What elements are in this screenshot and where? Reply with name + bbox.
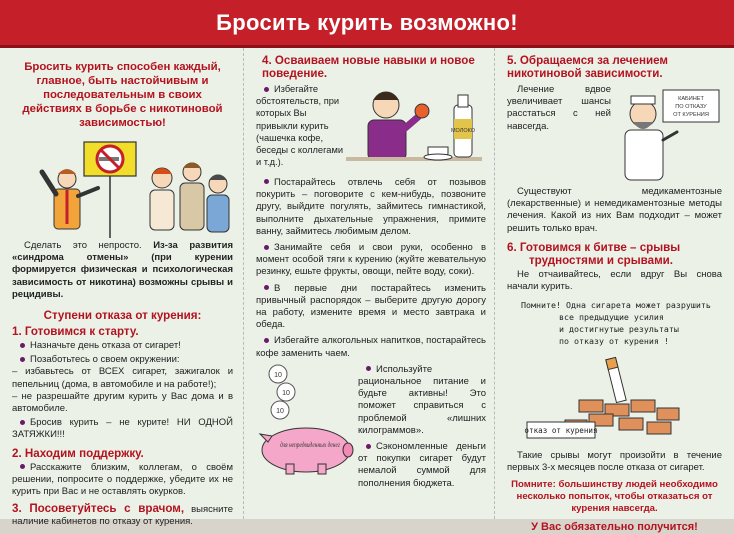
treatment-paragraph: Лечение вдвое увеличивает шансы расстаться с ней навсегда.	[507, 84, 611, 132]
steps-heading: Ступени отказа от курения:	[43, 309, 202, 323]
step1-item: Назначьте день отказа от сигарет!	[12, 340, 233, 352]
step4-hands: Занимайте себя и свои руки, особенно в момент особой тяги к курению (жуйте жевательную резинку, ешьте фрукты, овощи, пейте воду, соки).	[256, 242, 486, 278]
step3-text: выясните наличие кабинетов по отказу от курения.	[12, 504, 233, 528]
doctor-illustration	[611, 84, 721, 184]
step4-distract: Постарайтесь отвлечь себя от позывов покурить – поговорите с кем-нибудь, позвоните другу, выйдите погулять, займитесь гимнастикой, выполните дыхательные упражнения, примите ванну, займитесь любимым делом.	[256, 177, 486, 237]
bullet-icon	[366, 366, 371, 371]
step4-heading: 4. Осваиваем новые навыки и новое поведение.	[262, 54, 475, 80]
step4-savings-text	[358, 364, 486, 490]
remember-note: Помните! Одна сигарета может разрушить все предыдущие усилия и достигнутые результаты по отказу от курения !	[521, 300, 711, 347]
step5-heading: 5. Обращаемся за лечением никотиновой зависимости.	[507, 54, 668, 80]
bullet-icon	[20, 343, 25, 348]
man-with-coffee-illustration	[344, 83, 482, 175]
step1-item: – избавьтесь от ВСЕХ сигарет, зажигалок и пепельниц (дома, в автомобиле и на работе!);	[12, 366, 233, 390]
title-banner	[0, 0, 734, 48]
bullet-icon	[264, 245, 269, 250]
svg-text:10: 10	[276, 407, 284, 415]
step4-nutrition: Используйте рациональное питание и будьте активны! Это поможет справиться с проблемой «лишних килограммов».	[358, 363, 486, 436]
cigarette-icon	[606, 358, 626, 403]
coffee-cup-icon	[424, 147, 452, 160]
ruin-sign-icon	[524, 422, 597, 438]
step2-heading: 2. Находим поддержку.	[12, 446, 144, 460]
page-title: Бросить курить возможно!	[216, 10, 518, 35]
step6-heading: 6. Готовимся к битве – срывы трудностями и срывами.	[507, 240, 681, 267]
step3-paragraph	[12, 502, 233, 528]
piggy-bank-label: для непредвиденных денег	[280, 440, 341, 449]
relapse-paragraph: Такие срывы могут произойти в течение первых 3-х месяцев после отказа от сигарет.	[507, 450, 722, 474]
step4-money: Сэкономленные деньги от покупки сигарет будут немалой суммой для пополнения бюджета.	[358, 441, 486, 489]
bullet-icon	[264, 87, 269, 92]
piggy-bank-illustration	[256, 364, 354, 476]
bullet-icon	[264, 179, 269, 184]
svg-text:КАБИНЕТПО ОТКАЗУОТ КУРЕНИЯ: КАБИНЕТ ПО ОТКАЗУ ОТ КУРЕНИЯ	[673, 96, 709, 118]
people-illustration	[12, 134, 234, 238]
svg-text:10: 10	[282, 389, 290, 397]
step5-text	[507, 84, 611, 184]
final-message: У Вас обязательно получится!	[531, 521, 698, 534]
bullet-icon	[20, 420, 25, 425]
remember-attempts: Помните: большинству людей необходимо несколько попыток, чтобы отказаться от курения навсегда.	[511, 478, 718, 515]
treatment-methods: Существуют медикаментозные (лекарственные) и немедикаментозные методы лечения. Какой из них Вам подходит – может решить только врач.	[507, 186, 722, 234]
bullet-icon	[264, 338, 269, 343]
step1-item: Позаботьтесь о своем окружении:	[12, 354, 233, 366]
step6-text: Не отчаивайтесь, если вдруг Вы снова начали курить.	[507, 268, 722, 293]
step3-heading: 3. Посоветуйтесь с врачом,	[12, 502, 185, 516]
bullet-icon	[20, 464, 25, 469]
bullet-icon	[264, 285, 269, 290]
door-sign-icon	[663, 90, 719, 122]
column-3	[495, 48, 734, 534]
step1-item: Бросив курить – не курите! НИ ОДНОЙ ЗАТЯЖКИ!!!	[12, 417, 233, 441]
bullet-icon	[366, 444, 371, 449]
step4-alcohol: Избегайте алкогольных напитков, постарайтесь кофе заменить чаем.	[256, 335, 486, 359]
step4-savings-row	[256, 364, 486, 490]
milk-bottle-icon	[451, 95, 476, 157]
step4-intro-row	[256, 83, 486, 175]
step4-routine: В первые дни постарайтесь изменить привычный распорядок – выберите другую дорогу на работу, измените время и место завтрака и обеда.	[256, 282, 486, 331]
syndrome-paragraph	[12, 240, 233, 301]
intro-text: Бросить курить способен каждый, главное, быть настойчивым и последовательным в своих действиях в борьбе с никотиновой зависимостью!	[22, 61, 223, 129]
step5-row	[507, 84, 722, 184]
step2-text: Расскажите близким, коллегам, о своём решении, попросите о поддержке, убедите их не курить при Вас и не оставлять окурков.	[12, 461, 233, 498]
man-pointing-figure	[42, 169, 98, 229]
ruins-illustration	[507, 296, 722, 448]
intro-sentence: Сделать это непросто.	[24, 240, 154, 251]
column-1	[0, 48, 244, 528]
withdrawal-syndrome-text: Из-за развития «синдрома отмены» (при курении формируется физическая и психологическая зависимость от никотина) возможны срывы и рецидивы.	[12, 240, 233, 300]
svg-text:10: 10	[274, 371, 282, 379]
column-2	[244, 48, 495, 519]
coin-icon	[269, 365, 295, 419]
svg-text:отказ от курения: отказ от курения	[524, 426, 598, 436]
step1-item: – не разрешайте другим курить у Вас дома и в автомобиле.	[12, 390, 233, 415]
milk-label: МОЛОКО	[450, 128, 476, 134]
step1-heading: 1. Готовимся к старту.	[12, 325, 139, 339]
step4-avoid-paragraph: Избегайте обстоятельств, при которых Вы привыкли курить (чашечка кофе, беседы с коллегами и т.д.).	[256, 84, 344, 168]
bullet-icon	[20, 357, 25, 362]
listening-people-figures	[150, 163, 229, 233]
